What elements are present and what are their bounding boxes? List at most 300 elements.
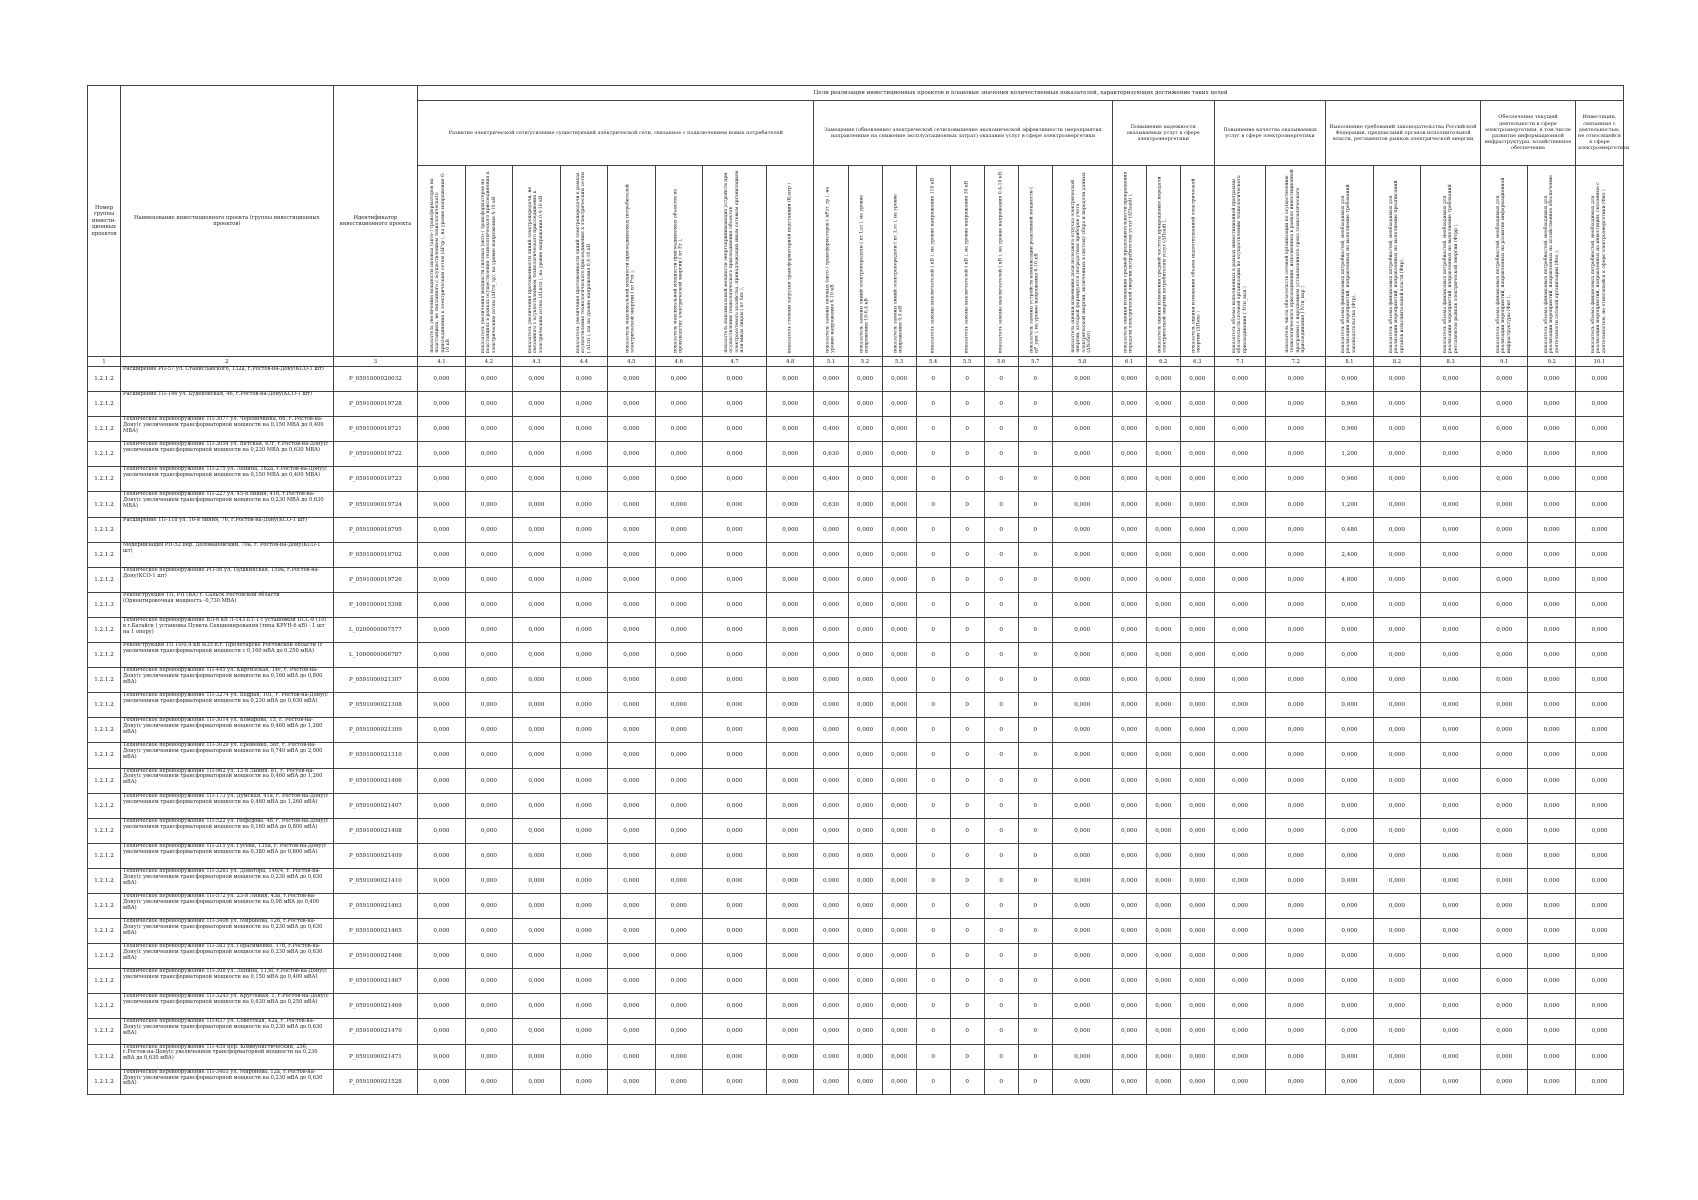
indicator-value-cell: 0,000: [703, 793, 767, 818]
indicator-value-cell: 0,000: [1575, 693, 1623, 718]
indicator-value-cell: 0,000: [560, 367, 607, 392]
indicator-value-cell: 0,000: [608, 768, 655, 793]
indicator-header: [882, 166, 916, 357]
indicator-value-cell: 0,000: [465, 492, 512, 517]
indicator-value-cell: 0,000: [766, 417, 813, 442]
indicator-value-cell: 0,000: [1480, 492, 1527, 517]
indicator-value-cell: 0,000: [1421, 367, 1481, 392]
indicator-value-cell: 0,000: [1421, 969, 1481, 994]
indicator-header: [814, 166, 848, 357]
indicator-value-cell: 0,000: [560, 617, 607, 642]
indicator-label: показатель оценки изменения средней продолжительности прекращения передачи электрической энергии потребителям услуг (ΔПsaidi ),: [1123, 171, 1135, 353]
indicator-value-cell: 0,000: [1373, 994, 1420, 1019]
indicator-value-cell: 0,000: [1180, 969, 1214, 994]
indicator-value-cell: 0,000: [882, 868, 916, 893]
indicator-value-cell: 0,000: [1575, 1044, 1623, 1069]
indicator-label: показатель увеличения протяженности линий электропередачи, не связанного с осуществлением технологического присоединения к электрическим сетям (ΔLnтп ), на уровне напряжения 0,4-10 кВ: [528, 186, 545, 353]
indicator-value-cell: 0,000: [814, 392, 848, 417]
project-id-cell: P_0591000021408: [333, 818, 418, 843]
indicator-value-cell: 0,000: [848, 617, 882, 642]
indicator-value-cell: 0,000: [1575, 1069, 1623, 1094]
indicator-value-cell: 0,000: [848, 492, 882, 517]
project-name-cell: Техническое перевооружение ТП-637 ул. Советская, 42а, г. Ростов-на-Дону(с увеличением трансформаторной мощности на 0,230 мВА до 0,630 мВА): [121, 1019, 334, 1044]
project-name-cell: Расширение ТП-146 ул. Буденовская, 46, г.Ростов-на-Дону(КСО-1 шт): [121, 392, 334, 417]
indicator-value-cell: 0: [984, 693, 1018, 718]
indicator-value-cell: 0,000: [1373, 768, 1420, 793]
indicator-value-cell: 0,000: [1052, 442, 1112, 467]
indicator-value-cell: 0,000: [1112, 542, 1146, 567]
indicator-value-cell: 0,000: [1112, 944, 1146, 969]
group-number-cell: 1.2.1.2: [88, 643, 121, 668]
indicator-label: показатель объема финансовых потребностей, необходимых для реализации мероприятий, направленных на выполнение требований законодательства (Фтр),: [1341, 184, 1358, 353]
indicator-value-cell: 0,000: [655, 944, 702, 969]
indicator-value-cell: 0,000: [655, 467, 702, 492]
indicator-value-cell: 0,000: [1528, 668, 1575, 693]
indicator-value-cell: 0,000: [1266, 893, 1326, 918]
column-number: 6.2: [1146, 357, 1180, 367]
indicator-value-cell: 0,000: [465, 567, 512, 592]
indicator-value-cell: 0,000: [608, 442, 655, 467]
indicator-value-cell: 0,000: [608, 1044, 655, 1069]
indicator-value-cell: 0,000: [1112, 969, 1146, 994]
group-number-cell: 1.2.1.3: [88, 592, 121, 617]
indicator-value-cell: 0,000: [608, 517, 655, 542]
indicator-value-cell: 0,000: [882, 1044, 916, 1069]
indicator-value-cell: 0: [950, 919, 984, 944]
indicator-value-cell: 0: [950, 893, 984, 918]
indicator-value-cell: 0: [984, 818, 1018, 843]
indicator-value-cell: 0,630: [814, 442, 848, 467]
indicator-value-cell: 0,000: [1373, 1044, 1420, 1069]
project-id-cell: P_0591000021307: [333, 668, 418, 693]
project-id-cell: P_0591000019724: [333, 492, 418, 517]
indicator-value-cell: 0,000: [882, 367, 916, 392]
indicator-value-cell: 0,000: [1480, 1069, 1527, 1094]
indicator-value-cell: 0: [916, 893, 950, 918]
indicator-value-cell: 0,000: [1421, 617, 1481, 642]
indicator-value-cell: 0,000: [814, 1019, 848, 1044]
indicator-value-cell: 0,000: [882, 693, 916, 718]
indicator-label: показатель объема финансовых потребностей, необходимых для реализации мероприятий, направленных на выполнение предписаний органов исполнительной власти (Фпр),: [1388, 180, 1405, 353]
indicator-value-cell: 0,000: [814, 567, 848, 592]
indicator-value-cell: 0,000: [1180, 718, 1214, 743]
indicator-value-cell: 0: [950, 643, 984, 668]
project-id-cell: P_0591000019728: [333, 392, 418, 417]
indicator-value-cell: 0,000: [766, 643, 813, 668]
indicator-value-cell: 0,000: [1480, 417, 1527, 442]
indicator-value-cell: 0,000: [465, 743, 512, 768]
project-name-cell: Реконструкция ТП 10/0,4 кВ №35 п.г. Пролетарске Ростовской области (с увеличением трансформаторной мощности с 0,160 мВА до 0,250 мВА): [121, 643, 334, 668]
indicator-value-cell: 0,000: [1373, 592, 1420, 617]
indicator-header: [1112, 166, 1146, 357]
indicator-value-cell: 0,000: [1528, 919, 1575, 944]
indicator-value-cell: 0,000: [766, 492, 813, 517]
indicator-value-cell: 0,000: [703, 843, 767, 868]
goal-group-header: Замещение (обновление) электрической сети/повышение экономической эффективности (мероприятия направленные на снижение эксплуатационных затрат) оказания услуг в сфере электроэнергетики: [814, 101, 1112, 166]
indicator-value-cell: 0: [1018, 743, 1052, 768]
indicator-value-cell: 0,000: [1575, 718, 1623, 743]
indicator-header: [1480, 166, 1527, 357]
indicator-value-cell: 0,000: [848, 1019, 882, 1044]
project-name-cell: Техническое перевооружение ТП-3403 ул. Миронова, 12а, г.Ростов-на-Дону(с увеличением трансформаторной мощности на 0,230 мВА до 0,630 мВА): [121, 1069, 334, 1094]
indicator-value-cell: 0,000: [608, 893, 655, 918]
indicator-value-cell: 0,000: [560, 1069, 607, 1094]
indicator-value-cell: 0,000: [465, 969, 512, 994]
indicator-value-cell: 0,000: [1326, 1019, 1373, 1044]
indicator-value-cell: 0,000: [1214, 442, 1266, 467]
indicator-value-cell: 0,000: [766, 994, 813, 1019]
indicator-value-cell: 0,000: [560, 1044, 607, 1069]
column-number: 8.1: [1326, 357, 1373, 367]
indicator-value-cell: 0,000: [1373, 567, 1420, 592]
group-number-cell: 1.2.1.2: [88, 818, 121, 843]
indicator-value-cell: 0,000: [1214, 467, 1266, 492]
column-number: 5.8: [1052, 357, 1112, 367]
goals-header: Цели реализации инвестиционных проектов и плановые значения количественных показателей, характеризующих достижение таких целей: [418, 86, 1624, 101]
table-row: [88, 442, 1624, 467]
indicator-value-cell: 0,000: [1480, 617, 1527, 642]
indicator-value-cell: 0,000: [1146, 693, 1180, 718]
indicator-value-cell: 0,000: [1112, 818, 1146, 843]
indicator-value-cell: 0,000: [560, 417, 607, 442]
indicator-value-cell: 0,000: [608, 567, 655, 592]
group-number-cell: 1.2.1.2: [88, 843, 121, 868]
project-id-cell: P_0591000021465: [333, 919, 418, 944]
indicator-value-cell: 0,000: [418, 367, 465, 392]
indicator-value-cell: 0,000: [655, 818, 702, 843]
indicator-value-cell: 0,000: [1112, 442, 1146, 467]
indicator-value-cell: 0,000: [1180, 818, 1214, 843]
indicator-value-cell: 0: [1018, 718, 1052, 743]
indicator-value-cell: 0,000: [848, 542, 882, 567]
indicator-value-cell: 0,000: [1052, 492, 1112, 517]
indicator-value-cell: 0: [916, 417, 950, 442]
indicator-value-cell: 0,000: [848, 868, 882, 893]
indicator-value-cell: 0,000: [848, 893, 882, 918]
indicator-value-cell: 0,000: [418, 542, 465, 567]
indicator-value-cell: 0,000: [418, 693, 465, 718]
column-number: 4.3: [513, 357, 560, 367]
indicator-value-cell: 0,000: [814, 542, 848, 567]
table-row: [88, 367, 1624, 392]
indicator-value-cell: 0,000: [1180, 592, 1214, 617]
indicator-value-cell: 0,000: [1373, 793, 1420, 818]
column-number: 5.6: [984, 357, 1018, 367]
indicator-value-cell: 0,000: [560, 592, 607, 617]
indicator-value-cell: 0: [984, 467, 1018, 492]
indicator-value-cell: 0,000: [1326, 718, 1373, 743]
indicator-value-cell: 0,000: [814, 818, 848, 843]
indicator-value-cell: 0: [950, 818, 984, 843]
indicator-value-cell: 0,000: [1326, 893, 1373, 918]
indicator-value-cell: 0,000: [1214, 994, 1266, 1019]
project-name-cell: Техническое перевооружение ТП-445 ул. Киргизская, 14г, г. Ростов-на-Дону(с увеличением трансформаторной мощности на 0,160 мВА до 0,800 мВА): [121, 668, 334, 693]
indicator-value-cell: 0,000: [1373, 843, 1420, 868]
indicator-value-cell: 0,000: [703, 567, 767, 592]
indicator-value-cell: 0,000: [465, 994, 512, 1019]
project-name-cell: Техническое перевооружение ТП-3054 ул. Вятская, 67г, г.Ростов-на-Дону(с увеличением трансформаторной мощности на 0,230 МВА до 0,630 МВА): [121, 442, 334, 467]
indicator-label: показатель замены линий электропередачи ( nт_Lзл ), на уровне напряжения 0,4 кВ: [893, 194, 905, 353]
indicator-value-cell: 0,000: [766, 592, 813, 617]
indicator-value-cell: 0,000: [1266, 818, 1326, 843]
indicator-value-cell: 0,000: [814, 843, 848, 868]
indicator-value-cell: 0,000: [655, 919, 702, 944]
indicator-value-cell: 0: [1018, 492, 1052, 517]
indicator-value-cell: 0,000: [465, 1019, 512, 1044]
indicator-value-cell: 0,000: [560, 517, 607, 542]
indicator-value-cell: 0,000: [1112, 843, 1146, 868]
indicator-value-cell: 0,000: [814, 1069, 848, 1094]
indicator-value-cell: 0,000: [1528, 693, 1575, 718]
indicator-value-cell: 0,000: [1146, 517, 1180, 542]
indicator-value-cell: 0: [984, 567, 1018, 592]
indicator-value-cell: 4,800: [1326, 567, 1373, 592]
indicator-value-cell: 0,000: [1112, 868, 1146, 893]
indicator-value-cell: 0: [950, 392, 984, 417]
indicator-value-cell: 0,000: [1112, 1019, 1146, 1044]
indicator-value-cell: 0,000: [1575, 919, 1623, 944]
indicator-value-cell: 0: [916, 944, 950, 969]
indicator-label: показатель объема финансовых потребностей, необходимых для реализации мероприятий, направленных на развитие информационной инфраструктуры (Фит ),: [1496, 177, 1512, 353]
indicator-value-cell: 0,000: [848, 843, 882, 868]
indicator-value-cell: 0,000: [465, 542, 512, 567]
indicator-value-cell: 0,000: [1112, 994, 1146, 1019]
indicator-value-cell: 0,000: [1266, 517, 1326, 542]
indicator-value-cell: 0,400: [814, 417, 848, 442]
indicator-value-cell: 0,000: [1421, 919, 1481, 944]
indicator-value-cell: 0,000: [1180, 517, 1214, 542]
indicator-value-cell: 0: [1018, 668, 1052, 693]
indicator-value-cell: 0,000: [1480, 517, 1527, 542]
indicator-value-cell: 0,000: [814, 617, 848, 642]
indicator-value-cell: 0,000: [1480, 793, 1527, 818]
indicator-value-cell: 0,000: [655, 417, 702, 442]
indicator-value-cell: 0,000: [1266, 392, 1326, 417]
indicator-value-cell: 0,000: [1575, 843, 1623, 868]
indicator-value-cell: 0,000: [1326, 668, 1373, 693]
indicator-value-cell: 0,000: [1266, 919, 1326, 944]
table-row: [88, 492, 1624, 517]
indicator-value-cell: 0,000: [418, 467, 465, 492]
column-number: 4.1: [418, 357, 465, 367]
table-row: [88, 1019, 1624, 1044]
indicator-value-cell: 0,000: [703, 442, 767, 467]
column-number: 8.3: [1421, 357, 1481, 367]
indicator-value-cell: 0: [984, 417, 1018, 442]
indicator-value-cell: 0,000: [1146, 893, 1180, 918]
indicator-value-cell: 0,000: [1480, 668, 1527, 693]
indicator-value-cell: 0,000: [848, 743, 882, 768]
project-name-cell: Техническое перевооружение ТП-962 ул. 13-я Линия, 81, г. Ростов-на-Дону(с увеличением трансформаторной мощности на 0,460 мВА до 1,260 мВА): [121, 768, 334, 793]
indicator-value-cell: 0,000: [1052, 793, 1112, 818]
indicator-value-cell: 0: [916, 793, 950, 818]
indicator-value-cell: 0,000: [1052, 843, 1112, 868]
indicator-value-cell: 0,000: [766, 467, 813, 492]
indicator-value-cell: 0,000: [703, 868, 767, 893]
indicator-value-cell: 0: [1018, 643, 1052, 668]
indicator-value-cell: 0,000: [1146, 793, 1180, 818]
group-number-cell: 1.2.1.2: [88, 367, 121, 392]
table-row: [88, 542, 1624, 567]
indicator-value-cell: 0,000: [1266, 969, 1326, 994]
project-name-cell: Техническое перевооружение ТП-3014 ул. Комарова, 15, г. Ростов-на-Дону(с увеличением трансформаторной мощности на 0,460 мВА до 1,260 мВА): [121, 718, 334, 743]
indicator-value-cell: 0,000: [1052, 919, 1112, 944]
indicator-table-sheet: [87, 85, 1630, 1095]
indicator-value-cell: 0,000: [766, 944, 813, 969]
indicator-value-cell: 0,000: [766, 517, 813, 542]
indicator-value-cell: 0: [916, 442, 950, 467]
indicator-value-cell: 0,000: [1180, 693, 1214, 718]
indicator-value-cell: 0: [984, 718, 1018, 743]
indicator-value-cell: 0,000: [1528, 392, 1575, 417]
indicator-value-cell: 0,000: [1480, 392, 1527, 417]
indicator-value-cell: 0,000: [1180, 743, 1214, 768]
indicator-value-cell: 0,000: [1528, 768, 1575, 793]
indicator-value-cell: 0,000: [1326, 868, 1373, 893]
indicator-value-cell: 0,000: [1326, 643, 1373, 668]
indicator-value-cell: 0,000: [1052, 944, 1112, 969]
indicator-value-cell: 0,000: [1373, 542, 1420, 567]
indicator-value-cell: 0,000: [1146, 542, 1180, 567]
indicator-value-cell: 0,000: [1214, 517, 1266, 542]
indicator-value-cell: 0,000: [1180, 919, 1214, 944]
indicator-header: [766, 166, 813, 357]
project-name-cell: Техническое перевооружение ТП-308 ул. Ленина, 113б, г.Ростов-на-Дону(с увеличением трансформаторной мощности на 0,150 мВА до 0,400 мВА): [121, 969, 334, 994]
indicator-value-cell: 0,000: [608, 1019, 655, 1044]
group-number-cell: 1.2.1.2: [88, 392, 121, 417]
indicator-value-cell: 0,000: [882, 818, 916, 843]
indicator-value-cell: 0,000: [1214, 818, 1266, 843]
indicator-value-cell: 0,000: [1373, 367, 1420, 392]
indicator-value-cell: 0,000: [1266, 367, 1326, 392]
indicator-value-cell: 0,000: [608, 919, 655, 944]
indicator-value-cell: 0,000: [465, 442, 512, 467]
indicator-value-cell: 0,000: [1052, 367, 1112, 392]
indicator-value-cell: 0,000: [703, 718, 767, 743]
indicator-value-cell: 0,000: [1112, 567, 1146, 592]
indicator-value-cell: 0,000: [608, 743, 655, 768]
indicator-value-cell: 0,000: [1052, 592, 1112, 617]
indicator-value-cell: 0,000: [560, 392, 607, 417]
indicator-value-cell: 0,000: [608, 492, 655, 517]
indicator-label: показатель объема финансовых потребностей, необходимых для реализации мероприятий, направленных на инвестиции, связанные с деятельностью, не относящейся к сфере электроэнергетики (Фнэ ): [1591, 182, 1608, 353]
indicator-value-cell: 0,000: [848, 467, 882, 492]
indicator-value-cell: 0,000: [465, 818, 512, 843]
indicator-value-cell: 0: [916, 1069, 950, 1094]
indicator-value-cell: 0,000: [513, 643, 560, 668]
indicator-value-cell: 0,000: [1421, 1044, 1481, 1069]
goal-group-header: Повышение надежности оказываемых услуг в сфере электроэнергетики: [1112, 101, 1214, 166]
indicator-value-cell: 0,000: [848, 944, 882, 969]
indicator-value-cell: 0,000: [418, 492, 465, 517]
indicator-value-cell: 0,000: [1052, 1069, 1112, 1094]
project-id-cell: P_1091000015398: [333, 592, 418, 617]
indicator-value-cell: 0,000: [766, 542, 813, 567]
indicator-label: показатель объема выполненных в рамках инвестиционной программы обязательств сетевой организации по осуществлению технологического присоединения ( Nтп_вып ): [1231, 175, 1248, 353]
indicator-value-cell: 0,000: [560, 567, 607, 592]
indicator-value-cell: 0,000: [1214, 567, 1266, 592]
indicator-value-cell: 0,000: [1214, 944, 1266, 969]
indicator-label: показатель объема финансовых потребностей, необходимых для реализации мероприятий, направленных на хозяйственное обеспечение деятельности сетевой организации (Фхо ),: [1543, 174, 1560, 353]
group-number-cell: 1.2.1.2: [88, 969, 121, 994]
indicator-value-cell: 0,000: [465, 367, 512, 392]
group-number-header: Номер группы инвести-ционных проектов: [88, 86, 121, 357]
indicator-value-cell: 0,000: [655, 643, 702, 668]
indicator-value-cell: 0,000: [655, 893, 702, 918]
indicator-value-cell: 0,000: [418, 868, 465, 893]
indicator-value-cell: 0,000: [882, 668, 916, 693]
indicator-value-cell: 0: [916, 818, 950, 843]
project-id-cell: P_0591000021467: [333, 969, 418, 994]
indicator-value-cell: 0,000: [418, 617, 465, 642]
indicator-value-cell: 0,000: [1180, 768, 1214, 793]
indicator-value-cell: 0,000: [1575, 793, 1623, 818]
indicator-value-cell: 0,000: [848, 919, 882, 944]
indicator-value-cell: 0,000: [1326, 592, 1373, 617]
group-number-cell: 1.2.1.2: [88, 668, 121, 693]
indicator-value-cell: 0,000: [766, 919, 813, 944]
indicator-value-cell: 0,000: [882, 492, 916, 517]
indicator-value-cell: 0,000: [655, 994, 702, 1019]
indicator-value-cell: 0,000: [703, 467, 767, 492]
project-id-cell: P_0591000019721: [333, 417, 418, 442]
indicator-value-cell: 0,000: [608, 592, 655, 617]
project-name-cell: Модернизация РП-52 пер. Доломановский, 70а, г. Ростов-на-Дону(КСО-1 шт): [121, 542, 334, 567]
group-number-cell: 1.2.1.2: [88, 1019, 121, 1044]
indicator-value-cell: 0,000: [1180, 492, 1214, 517]
indicator-value-cell: 0,000: [1052, 868, 1112, 893]
indicator-value-cell: 0,000: [1575, 944, 1623, 969]
indicator-value-cell: 0,000: [1266, 768, 1326, 793]
indicator-value-cell: 0,000: [1373, 467, 1420, 492]
indicator-value-cell: 0,000: [766, 668, 813, 693]
indicator-value-cell: 0,000: [1480, 367, 1527, 392]
indicator-value-cell: 0,000: [418, 919, 465, 944]
indicator-value-cell: 0,000: [1146, 467, 1180, 492]
indicator-value-cell: 0: [984, 793, 1018, 818]
column-number: 6.1: [1112, 357, 1146, 367]
indicator-value-cell: 0,000: [1214, 893, 1266, 918]
project-name-cell: Техническое перевооружение ТП-459 пер. Коммунистический, 25б, г.Ростов-на-Дону(с увеличением трансформаторной мощности на 0,230 мВА до 0,630 мВА): [121, 1044, 334, 1069]
indicator-value-cell: 0: [950, 1044, 984, 1069]
indicator-value-cell: 0,000: [1052, 818, 1112, 843]
project-name-cell: Техническое перевооружение ТП-3261 ул. Доватора, 146/4, г. Ростов-на-Дону(с увеличением трансформаторной мощности на 0,230 мВА до 0,630 мВА): [121, 868, 334, 893]
indicator-value-cell: 0,000: [703, 969, 767, 994]
indicator-value-cell: 0,000: [1180, 668, 1214, 693]
indicator-value-cell: 0,000: [1052, 718, 1112, 743]
table-row: [88, 868, 1624, 893]
indicator-value-cell: 0,000: [703, 492, 767, 517]
indicator-value-cell: 0: [916, 743, 950, 768]
table-row: [88, 643, 1624, 668]
indicator-value-cell: 0,000: [1112, 919, 1146, 944]
table-row: [88, 969, 1624, 994]
indicator-value-cell: 0,000: [1575, 868, 1623, 893]
indicator-value-cell: 0,000: [560, 668, 607, 693]
indicator-value-cell: 0,960: [1326, 467, 1373, 492]
column-number: 7.2: [1266, 357, 1326, 367]
indicator-value-cell: 0,000: [1266, 843, 1326, 868]
indicator-value-cell: 0,000: [1421, 668, 1481, 693]
indicator-value-cell: 0,000: [1146, 643, 1180, 668]
indicator-value-cell: 0,000: [465, 944, 512, 969]
indicator-value-cell: 0,000: [655, 1019, 702, 1044]
indicator-value-cell: 0,000: [1373, 492, 1420, 517]
indicator-value-cell: 0,000: [608, 793, 655, 818]
indicator-value-cell: 0,000: [1528, 367, 1575, 392]
indicator-value-cell: 0,000: [1326, 919, 1373, 944]
indicator-header: [465, 166, 512, 357]
